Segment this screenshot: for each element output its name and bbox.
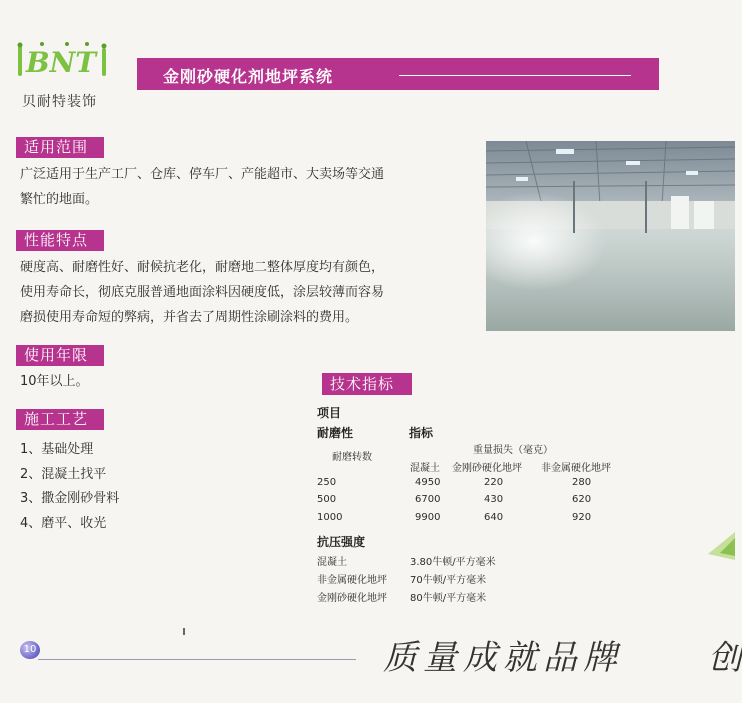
tech-subcol-nonmetal: 非金属硬化地坪 [541, 463, 611, 474]
photo-graphic [486, 141, 735, 331]
process-steps [20, 438, 119, 536]
brand-logo [12, 40, 112, 80]
tech-row-nonmetal: 620 [572, 494, 592, 505]
features-heading: 性能特点 [16, 230, 104, 251]
warehouse-floor-photo [486, 141, 735, 331]
tech-row-concrete: 4950 [415, 477, 441, 488]
tech-row-concrete: 9900 [415, 512, 441, 523]
strength-value: 3.80牛顿/平方毫米 [410, 557, 496, 568]
features-line: 使用寿命长，彻底克服普通地面涂料因硬度低，涂层较薄而容易 [20, 285, 385, 300]
footer-slogan-tail: 创 [708, 638, 742, 678]
footer-slogan: 质量成就品牌 [383, 638, 623, 678]
process-heading: 施工工艺 [16, 409, 104, 430]
footer-rule [38, 659, 356, 660]
page-title: 金刚砂硬化剂地坪系统 [163, 67, 334, 86]
leaf-graphic [700, 528, 735, 568]
brand-name: 贝耐特装饰 [22, 94, 97, 110]
strength-name: 混凝土 [317, 557, 347, 568]
scope-text [20, 162, 384, 212]
process-step: 1、基础处理 [20, 442, 94, 457]
tech-row-rev: 1000 [317, 512, 343, 523]
tech-row-emery: 640 [484, 512, 504, 523]
scope-heading: 适用范围 [16, 137, 104, 158]
lifespan-text: 10年以上。 [20, 374, 89, 389]
strength-value: 80牛顿/平方毫米 [410, 593, 487, 604]
scope-line: 广泛适用于生产工厂、仓库、停车厂、产能超市、大卖场等交通 [20, 167, 385, 182]
lifespan-heading: 使用年限 [16, 345, 104, 366]
tech-subcol-emery: 金刚砂硬化地坪 [452, 463, 522, 474]
strength-name: 非金属硬化地坪 [317, 575, 387, 586]
tech-row-rev: 250 [317, 477, 337, 488]
tech-row-emery: 220 [484, 477, 504, 488]
logo-graphic [12, 40, 112, 80]
tech-wear-label: 耐磨性 [317, 426, 354, 440]
process-step: 4、磨平、收光 [20, 515, 107, 531]
tech-strength-label: 抗压强度 [317, 535, 366, 549]
features-line: 磨损使用寿命短的弊病，并省去了周期性涂刷涂料的费用。 [20, 310, 359, 325]
scope-line: 繁忙的地面。 [20, 192, 99, 207]
tech-heading: 技术指标 [322, 373, 412, 395]
process-step: 3、撒金刚砂骨料 [20, 491, 120, 506]
logo-letters: BNT [26, 46, 97, 79]
process-step: 2、混凝土找平 [20, 466, 107, 482]
tech-subcol-concrete: 混凝土 [410, 463, 440, 474]
title-banner [137, 58, 659, 90]
tech-index-label: 指标 [409, 426, 434, 440]
banner-rule [399, 75, 631, 76]
tech-row-nonmetal: 920 [572, 512, 592, 523]
tech-col-item: 项目 [317, 406, 342, 420]
tech-row-nonmetal: 280 [572, 477, 592, 488]
strength-name: 金刚砂硬化地坪 [317, 593, 387, 604]
strength-value: 70牛顿/平方毫米 [410, 575, 487, 586]
tech-row-emery: 430 [484, 494, 504, 505]
tech-loss-label: 重量损失（毫克） [473, 445, 553, 456]
tech-revolutions-label: 耐磨转数 [332, 452, 372, 463]
tech-row-concrete: 6700 [415, 494, 441, 505]
features-line: 硬度高、耐磨性好、耐候抗老化，耐磨地二整体厚度均有颜色， [20, 260, 385, 275]
green-leaf-decoration [700, 528, 735, 568]
page-number: 10 [20, 641, 40, 659]
tech-row-rev: 500 [317, 494, 337, 505]
features-text [20, 255, 384, 330]
speck-mark [183, 628, 185, 635]
